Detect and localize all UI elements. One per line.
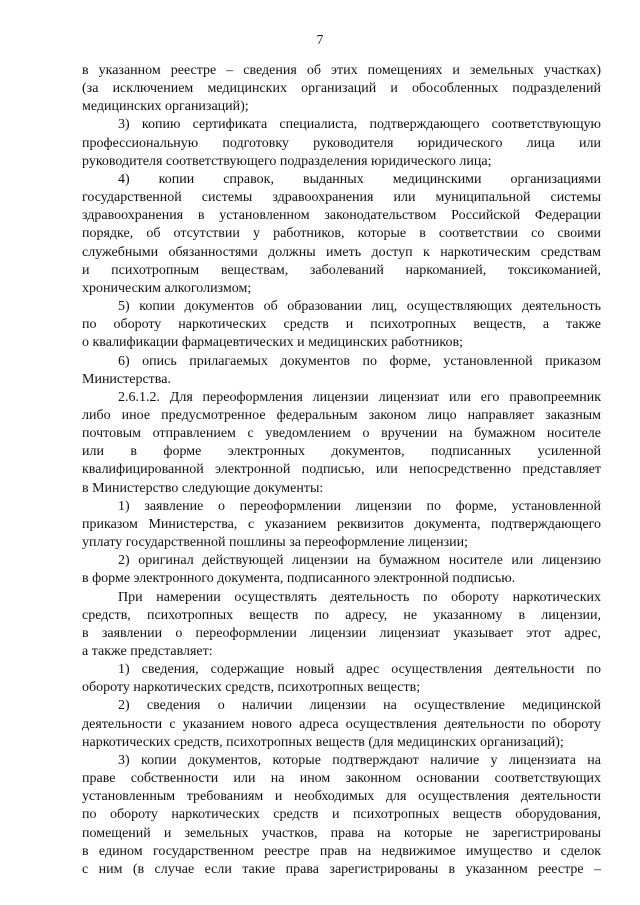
text-line: в Министерство следующие документы: bbox=[82, 480, 324, 496]
document-body bbox=[82, 62, 601, 879]
text-line: а также представляет: bbox=[82, 644, 213, 659]
text-line: либо иное предусмотренное федеральным законом лицо направляет заказным bbox=[82, 407, 601, 423]
text-line: 4) копии справок, выданных медицинскими организациями bbox=[118, 171, 601, 187]
text-line: квалифицированной электронной подписью, или непосредственно представляет bbox=[82, 462, 601, 478]
text-line: с ним (в случае если такие права зарегистрированы в указанном реестре – bbox=[82, 861, 601, 877]
text-line: 1) сведения, содержащие новый адрес осуществления деятельности по bbox=[118, 662, 601, 678]
text-line: деятельности с указанием нового адреса осуществления деятельности по обороту bbox=[82, 716, 601, 732]
text-line: профессиональную подготовку руководителя юридического лица или bbox=[82, 135, 601, 151]
text-line: здравоохранения в установленном законодательством Российской Федерации bbox=[82, 208, 601, 224]
text-line: и психотропным веществам, заболеваний наркоманией, токсикоманией, bbox=[82, 262, 601, 278]
text-line: по обороту наркотических средств и психотропных веществ оборудования, bbox=[82, 807, 601, 823]
text-line: наркотических средств, психотропных веществ (для медицинских организаций); bbox=[82, 734, 564, 750]
text-line: установленным требованиям и необходимых для осуществления деятельности bbox=[82, 789, 601, 805]
text-line: 2.6.1.2. Для переоформления лицензии лицензиат или его правопреемник bbox=[118, 389, 601, 405]
text-line: 5) копии документов об образовании лиц, осуществляющих деятельность bbox=[118, 299, 601, 315]
text-line: 2) сведения о наличии лицензии на осуществление медицинской bbox=[118, 698, 601, 714]
text-line: средств, психотропных веществ по адресу, не указанному в лицензии, bbox=[82, 607, 601, 623]
text-line: помещений и земельных участков, права на которые не зарегистрированы bbox=[82, 825, 601, 841]
page-number: 7 bbox=[316, 32, 324, 47]
text-line: 6) опись прилагаемых документов по форме, установленной приказом bbox=[118, 353, 601, 369]
text-line: 1) заявление о переоформлении лицензии по форме, установленной bbox=[118, 498, 601, 514]
text-line: Министерства. bbox=[82, 371, 171, 387]
text-line: в заявлении о переоформлении лицензии лицензиат указывает этот адрес, bbox=[82, 625, 601, 641]
text-line: уплату государственной пошлины за переоформление лицензии; bbox=[82, 535, 469, 551]
text-line: в указанном реестре – сведения об этих помещениях и земельных участках) bbox=[82, 63, 601, 78]
text-line: в форме электронного документа, подписанного электронной подписью. bbox=[82, 571, 516, 587]
text-line: руководителя соответствующего подразделения юридического лица; bbox=[82, 153, 492, 169]
text-line: о квалификации фармацевтических и медицинских работников; bbox=[82, 335, 463, 351]
text-line: приказом Министерства, с указанием реквизитов документа, подтверждающего bbox=[82, 516, 601, 532]
text-line: служебными обязанностями должны иметь доступ к наркотическим средствам bbox=[82, 244, 601, 260]
text-line: 3) копию сертификата специалиста, подтверждающего соответствующую bbox=[118, 117, 601, 133]
text-line: обороту наркотических средств, психотропных веществ; bbox=[82, 680, 421, 696]
text-line: При намерении осуществлять деятельность по обороту наркотических bbox=[118, 589, 601, 605]
text-line: почтовым отправлением с уведомлением о вручении на бумажном носителе bbox=[82, 426, 601, 442]
text-line: хроническим алкоголизмом; bbox=[82, 280, 252, 296]
text-line: в едином государственном реестре прав на недвижимое имущество и сделок bbox=[82, 843, 601, 859]
text-line: порядке, об отсутствии у работников, которые в соответствии со своими bbox=[82, 226, 601, 242]
text-line: 3) копии документов, которые подтверждают наличие у лицензиата на bbox=[118, 752, 601, 768]
text-line: медицинских организаций); bbox=[82, 99, 249, 115]
text-line: 2) оригинал действующей лицензии на бумажном носителе или лицензию bbox=[118, 553, 601, 569]
text-line: (за исключением медицинских организаций и обособленных подразделений bbox=[82, 81, 601, 97]
text-line: или в форме электронных документов, подписанных усиленной bbox=[82, 444, 601, 460]
text-line: по обороту наркотических средств и психотропных веществ, а также bbox=[82, 317, 601, 333]
text-line: праве собственности или на ином законном основании соответствующих bbox=[82, 771, 601, 787]
text-line: государственной системы здравоохранения или муниципальной системы bbox=[82, 190, 601, 206]
